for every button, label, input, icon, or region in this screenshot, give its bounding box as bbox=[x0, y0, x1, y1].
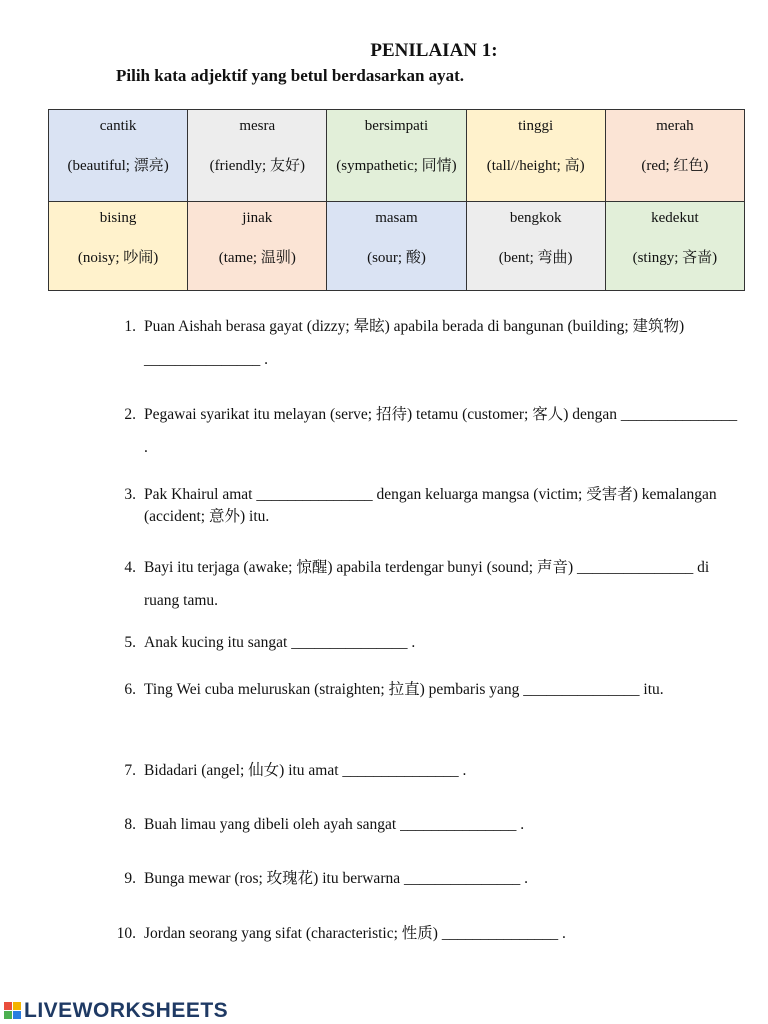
word-bank-row bbox=[49, 110, 745, 202]
adjective-word: cantik bbox=[99, 118, 137, 134]
question-number: 2. bbox=[124, 406, 136, 423]
word-bank-cell bbox=[49, 202, 188, 291]
question-number: 10. bbox=[116, 925, 136, 942]
question-number: 8. bbox=[124, 816, 136, 833]
question-text: Pak Khairul amat _______________ dengan keluarga mangsa (victim; 受害者) kemalangan (accident; 意外) itu. bbox=[144, 486, 717, 525]
logo-square bbox=[13, 1011, 21, 1019]
adjective-gloss: (sour; 酸) bbox=[367, 250, 426, 266]
adjective-word: bising bbox=[99, 210, 137, 226]
adjective-word: masam bbox=[375, 210, 418, 226]
question-text: Ting Wei cuba meluruskan (straighten; 拉直) pembaris yang _______________ itu. bbox=[144, 681, 664, 698]
question-number: 3. bbox=[124, 486, 136, 503]
adjective-word: tinggi bbox=[518, 118, 554, 134]
word-bank-cell bbox=[49, 110, 188, 202]
adjective-word: kedekut bbox=[651, 210, 699, 226]
word-bank-cell bbox=[605, 110, 744, 202]
adjective-word: bengkok bbox=[509, 210, 562, 226]
logo-square bbox=[4, 1002, 12, 1010]
word-bank-cell bbox=[188, 110, 327, 202]
question-text: Buah limau yang dibeli oleh ayah sangat _______________ . bbox=[144, 816, 525, 833]
adjective-gloss: (beautiful; 漂亮) bbox=[67, 158, 169, 174]
logo-text: LIVEWORKSHEETS bbox=[24, 999, 229, 1022]
word-bank-cell bbox=[605, 202, 744, 291]
adjective-gloss: (bent; 弯曲) bbox=[498, 250, 573, 266]
adjective-gloss: (tall//height; 高) bbox=[486, 158, 585, 174]
logo-squares-icon bbox=[4, 1002, 22, 1020]
adjective-gloss: (friendly; 友好) bbox=[209, 158, 305, 174]
instruction-text: Pilih kata adjektif yang betul berdasarkan ayat. bbox=[116, 66, 465, 85]
adjective-word: jinak bbox=[242, 210, 273, 226]
word-bank-table bbox=[48, 109, 745, 291]
adjective-word: bersimpati bbox=[364, 118, 429, 134]
word-bank-cell bbox=[188, 202, 327, 291]
question-number: 7. bbox=[124, 762, 136, 779]
adjective-gloss: (tame; 温驯) bbox=[218, 250, 296, 266]
question-text: Pegawai syarikat itu melayan (serve; 招待) tetamu (customer; 客人) dengan _______________ . bbox=[144, 406, 738, 456]
adjective-gloss: (red; 红色) bbox=[641, 158, 709, 174]
word-bank-cell bbox=[327, 202, 466, 291]
adjective-word: merah bbox=[656, 118, 694, 134]
liveworksheets-logo[interactable] bbox=[4, 999, 228, 1023]
adjective-gloss: (stingy; 吝啬) bbox=[632, 250, 718, 266]
question-text: Puan Aishah berasa gayat (dizzy; 晕眩) apabila berada di bangunan (building; 建筑物) _______________ . bbox=[144, 318, 685, 368]
word-bank-cell bbox=[466, 110, 605, 202]
word-bank-row bbox=[49, 202, 745, 291]
question-number: 1. bbox=[124, 318, 136, 335]
question-number: 6. bbox=[124, 681, 136, 698]
logo-square bbox=[13, 1002, 21, 1010]
question-number: 5. bbox=[124, 634, 136, 651]
adjective-gloss: (sympathetic; 同情) bbox=[336, 158, 457, 174]
question-text: Bayi itu terjaga (awake; 惊醒) apabila terdengar bunyi (sound; 声音) _______________ di ruang tamu. bbox=[144, 559, 710, 609]
question-text: Bunga mewar (ros; 玫瑰花) itu berwarna _______________ . bbox=[144, 870, 528, 887]
question-text: Jordan seorang yang sifat (characteristic; 性质) _______________ . bbox=[144, 925, 566, 942]
question-number: 9. bbox=[124, 870, 136, 887]
question-text: Bidadari (angel; 仙女) itu amat _______________ . bbox=[144, 762, 467, 779]
question-text: Anak kucing itu sangat _______________ . bbox=[144, 634, 416, 651]
adjective-word: mesra bbox=[239, 118, 276, 134]
word-bank-cell bbox=[327, 110, 466, 202]
logo-square bbox=[4, 1011, 12, 1019]
adjective-gloss: (noisy; 吵闹) bbox=[77, 250, 159, 266]
page-title: PENILAIAN 1: bbox=[370, 40, 498, 61]
question-number: 4. bbox=[124, 559, 136, 576]
word-bank-cell bbox=[466, 202, 605, 291]
